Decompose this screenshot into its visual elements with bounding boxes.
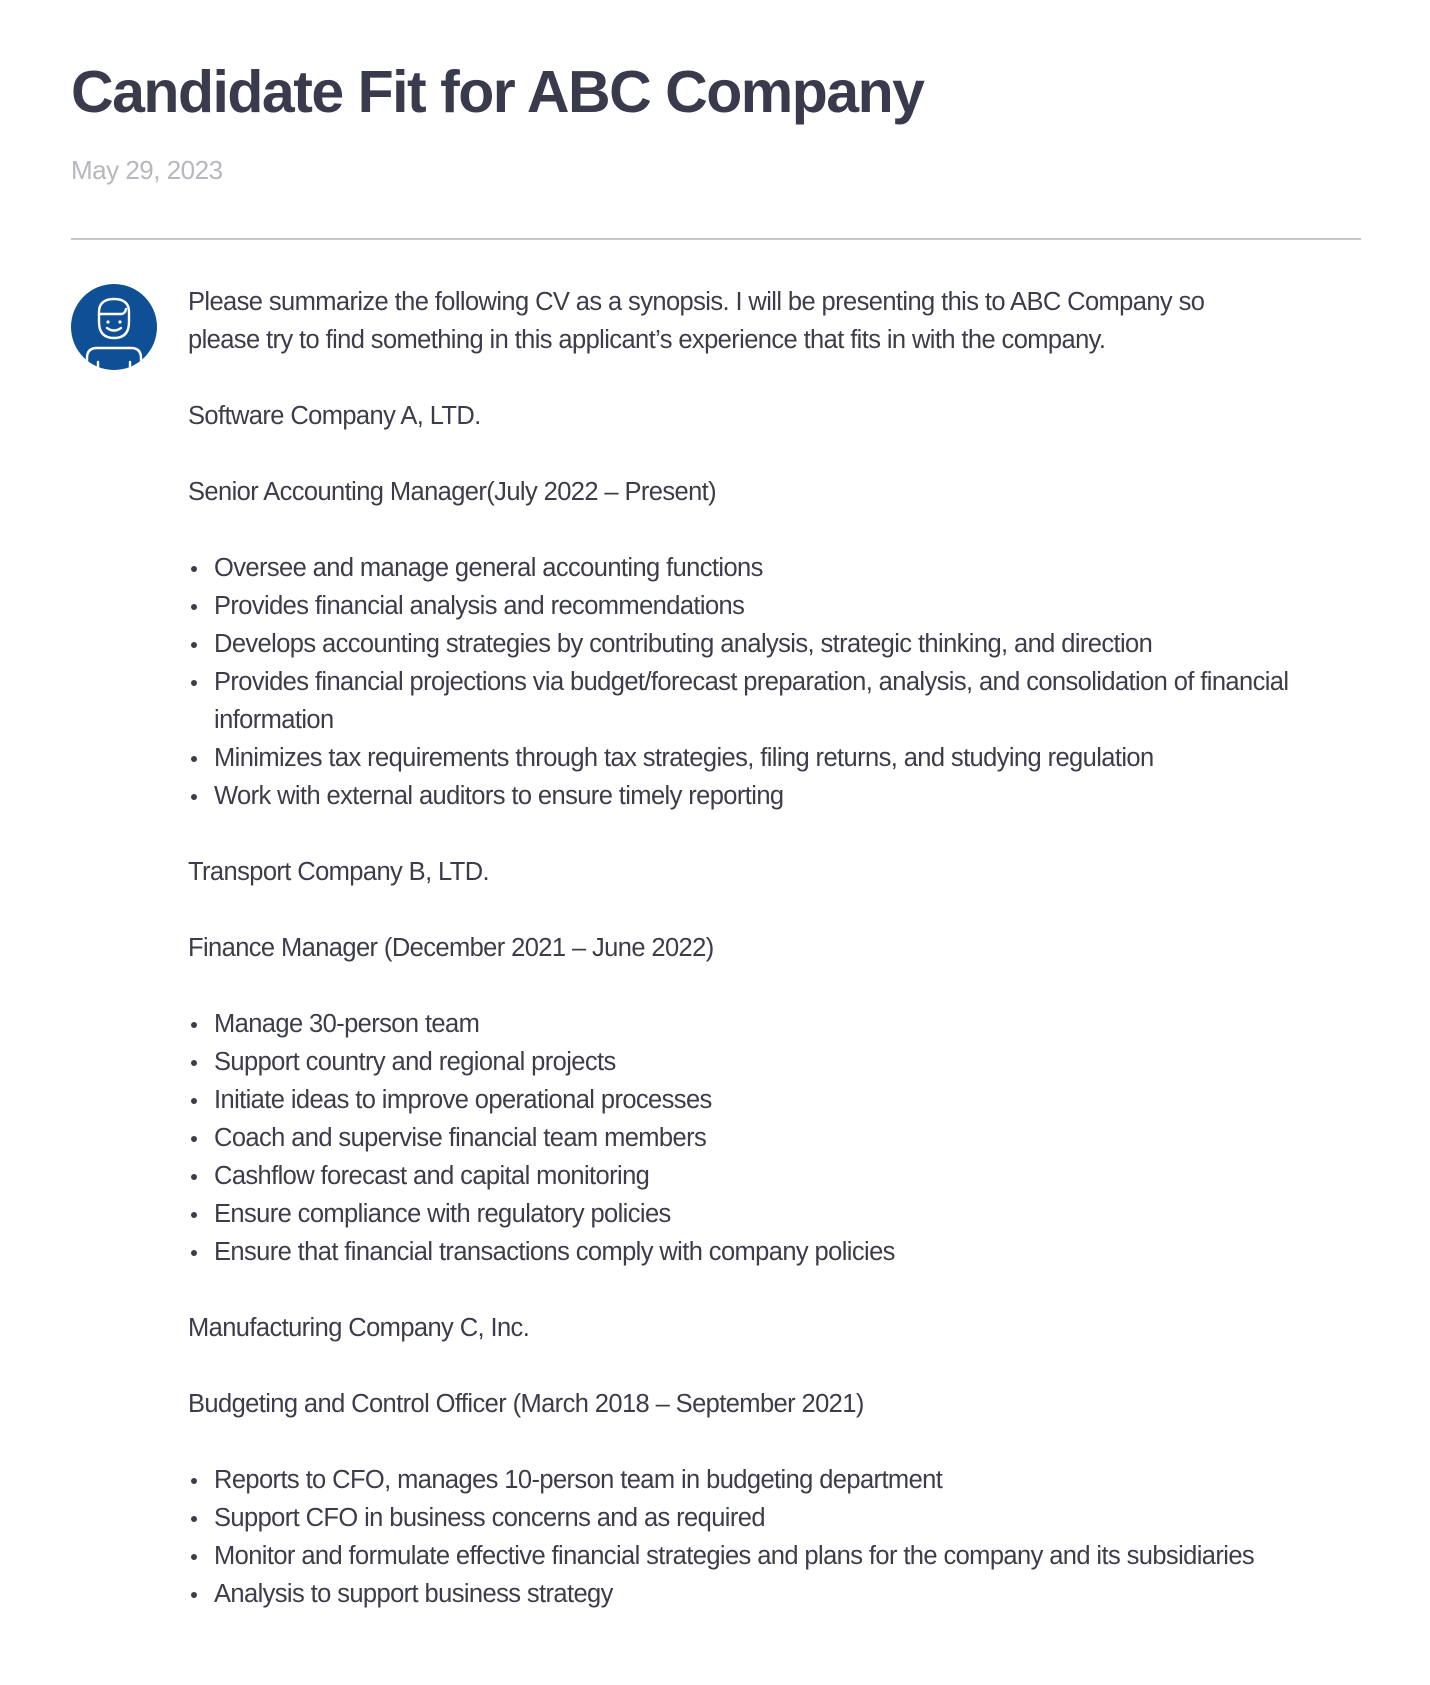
list-item: Provides financial analysis and recommendations	[188, 587, 1368, 625]
list-item: Cashflow forecast and capital monitoring	[188, 1157, 1368, 1195]
company-name: Manufacturing Company C, Inc.	[188, 1314, 530, 1342]
prompt-line-2: please try to find something in this applicant’s experience that fits in with the company.	[188, 326, 1106, 354]
job-role: Senior Accounting Manager(July 2022 – Present)	[188, 478, 717, 506]
job-bullets	[188, 1005, 1368, 1271]
list-item: Initiate ideas to improve operational processes	[188, 1081, 1368, 1119]
prompt-line-1: Please summarize the following CV as a synopsis. I will be presenting this to ABC Company so	[188, 288, 1205, 316]
list-item: Manage 30-person team	[188, 1005, 1368, 1043]
list-item: Coach and supervise financial team members	[188, 1119, 1368, 1157]
divider	[71, 238, 1361, 240]
list-item: Oversee and manage general accounting functions	[188, 549, 1368, 587]
list-item: Support CFO in business concerns and as required	[188, 1499, 1368, 1537]
job-bullets	[188, 1461, 1368, 1613]
list-item: Reports to CFO, manages 10-person team in budgeting department	[188, 1461, 1368, 1499]
job-role: Finance Manager (December 2021 – June 2022)	[188, 934, 714, 962]
list-item: Develops accounting strategies by contributing analysis, strategic thinking, and direction	[188, 625, 1368, 663]
message-content	[188, 283, 1368, 1613]
user-avatar-icon	[71, 284, 157, 370]
list-item: Ensure compliance with regulatory policies	[188, 1195, 1368, 1233]
list-item: Work with external auditors to ensure timely reporting	[188, 777, 1368, 815]
page-title: Candidate Fit for ABC Company	[71, 59, 924, 125]
company-name: Transport Company B, LTD.	[188, 858, 490, 886]
list-item: Minimizes tax requirements through tax strategies, filing returns, and studying regulation	[188, 739, 1368, 777]
list-item: Support country and regional projects	[188, 1043, 1368, 1081]
list-item: Ensure that financial transactions comply with company policies	[188, 1233, 1368, 1271]
company-name: Software Company A, LTD.	[188, 402, 481, 430]
job-bullets	[188, 549, 1368, 815]
list-item: Analysis to support business strategy	[188, 1575, 1368, 1613]
document-date: May 29, 2023	[71, 155, 223, 185]
user-avatar	[71, 284, 157, 370]
job-role: Budgeting and Control Officer (March 2018 – September 2021)	[188, 1390, 864, 1418]
list-item: Monitor and formulate effective financial strategies and plans for the company and its subsidiaries	[188, 1537, 1368, 1575]
list-item: Provides financial projections via budget/forecast preparation, analysis, and consolidation of financial information	[188, 663, 1368, 739]
